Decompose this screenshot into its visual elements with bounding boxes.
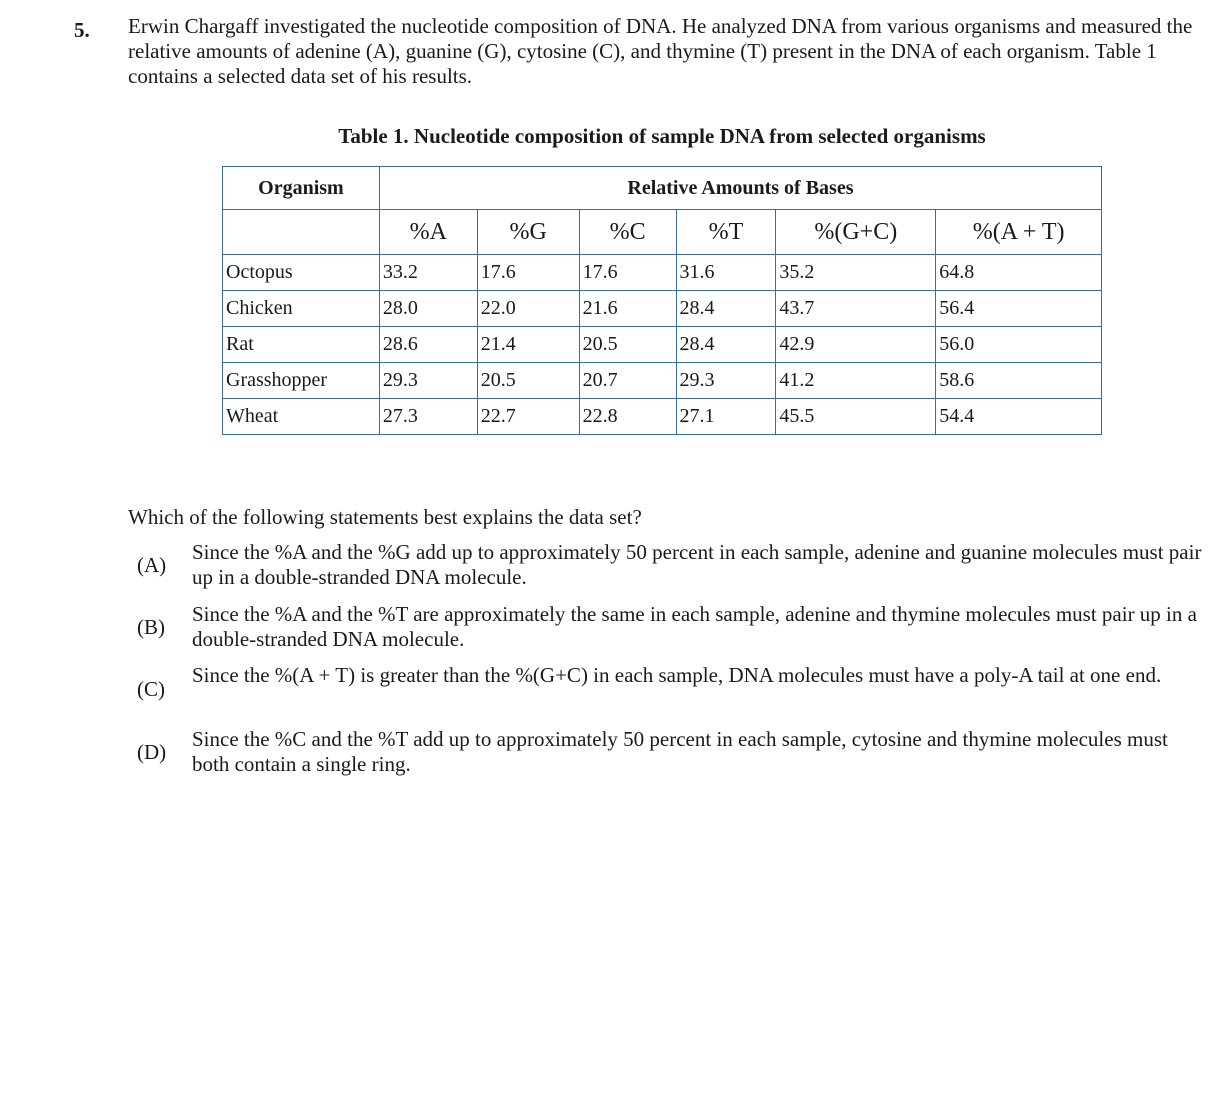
value-cell: 22.7 <box>477 399 579 435</box>
value-cell: 28.4 <box>676 327 776 363</box>
table-row <box>223 291 1102 327</box>
value-cell: 28.6 <box>379 327 477 363</box>
column-header: %C <box>579 210 676 255</box>
value-cell: 58.6 <box>936 363 1102 399</box>
value-cell: 21.4 <box>477 327 579 363</box>
organism-cell: Octopus <box>223 255 380 291</box>
value-cell: 22.0 <box>477 291 579 327</box>
value-cell: 17.6 <box>579 255 676 291</box>
subheader-empty <box>223 210 380 255</box>
option-d-text: Since the %C and the %T add up to approximately 50 percent in each sample, cytosine and thymine molecules must both contain a single ring. <box>192 727 1168 776</box>
value-cell: 21.6 <box>579 291 676 327</box>
organism-cell: Chicken <box>223 291 380 327</box>
table-row <box>223 255 1102 291</box>
organism-cell: Grasshopper <box>223 363 380 399</box>
table-row <box>223 327 1102 363</box>
organism-cell: Rat <box>223 327 380 363</box>
option-c-text: Since the %(A + T) is greater than the %(G+C) in each sample, DNA molecules must have a poly-A tail at one end. <box>192 663 1162 687</box>
option-b-text: Since the %A and the %T are approximately the same in each sample, adenine and thymine molecules must pair up in a double-stranded DNA molecule. <box>192 602 1197 651</box>
value-cell: 54.4 <box>936 399 1102 435</box>
option-b-letter: (B) <box>137 615 165 639</box>
header-relative-amounts: Relative Amounts of Bases <box>379 167 1101 210</box>
value-cell: 17.6 <box>477 255 579 291</box>
question-prompt: Which of the following statements best explains the data set? <box>128 505 642 529</box>
column-header: %(A + T) <box>936 210 1102 255</box>
column-header: %(G+C) <box>776 210 936 255</box>
column-header: %A <box>379 210 477 255</box>
value-cell: 27.1 <box>676 399 776 435</box>
value-cell: 20.7 <box>579 363 676 399</box>
table-row <box>223 363 1102 399</box>
header-organism: Organism <box>223 167 380 210</box>
value-cell: 42.9 <box>776 327 936 363</box>
column-header: %G <box>477 210 579 255</box>
value-cell: 41.2 <box>776 363 936 399</box>
value-cell: 56.0 <box>936 327 1102 363</box>
value-cell: 28.0 <box>379 291 477 327</box>
column-header: %T <box>676 210 776 255</box>
question-intro: Erwin Chargaff investigated the nucleotide composition of DNA. He analyzed DNA from various organisms and measured the relative amounts of adenine (A), guanine (G), cytosine (C), and thymine (T) present in the DNA of each organism. Table 1 contains a selected data set of his results. <box>128 14 1193 88</box>
question-number: 5. <box>74 18 90 42</box>
option-c-letter: (C) <box>137 677 165 701</box>
organism-cell: Wheat <box>223 399 380 435</box>
value-cell: 43.7 <box>776 291 936 327</box>
nucleotide-table <box>222 166 1102 435</box>
value-cell: 20.5 <box>477 363 579 399</box>
value-cell: 45.5 <box>776 399 936 435</box>
value-cell: 27.3 <box>379 399 477 435</box>
table-row <box>223 399 1102 435</box>
value-cell: 33.2 <box>379 255 477 291</box>
value-cell: 56.4 <box>936 291 1102 327</box>
value-cell: 29.3 <box>676 363 776 399</box>
option-d-letter: (D) <box>137 740 167 764</box>
value-cell: 35.2 <box>776 255 936 291</box>
option-a-letter: (A) <box>137 553 167 577</box>
value-cell: 64.8 <box>936 255 1102 291</box>
value-cell: 31.6 <box>676 255 776 291</box>
table-caption: Table 1. Nucleotide composition of sample DNA from selected organisms <box>338 124 986 148</box>
value-cell: 20.5 <box>579 327 676 363</box>
table-header-row <box>223 167 1102 210</box>
value-cell: 29.3 <box>379 363 477 399</box>
value-cell: 22.8 <box>579 399 676 435</box>
table-subheader-row <box>223 210 1102 255</box>
value-cell: 28.4 <box>676 291 776 327</box>
option-a-text: Since the %A and the %G add up to approximately 50 percent in each sample, adenine and guanine molecules must pair up in a double-stranded DNA molecule. <box>192 540 1202 589</box>
